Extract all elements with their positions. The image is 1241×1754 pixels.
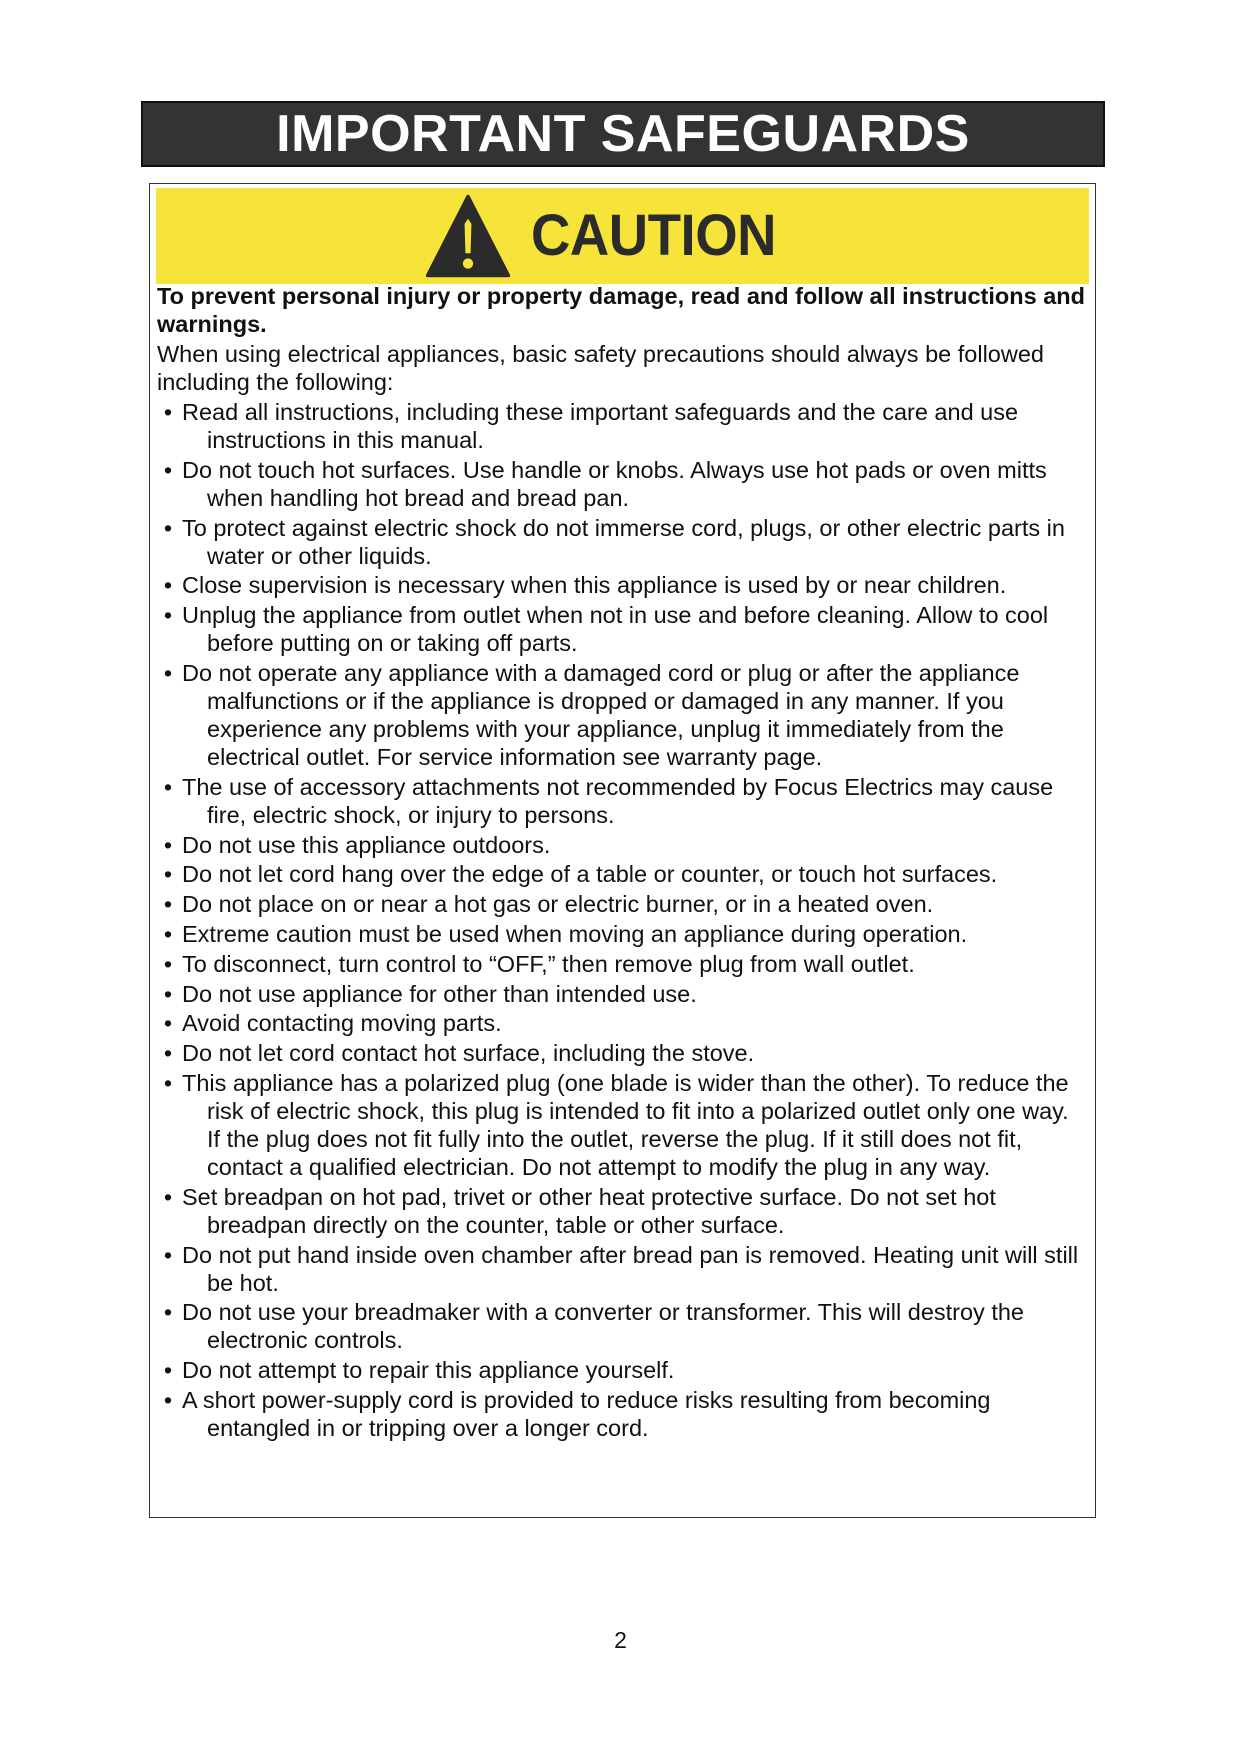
bullet-icon: • <box>163 572 173 599</box>
warning-triangle-icon <box>425 193 511 279</box>
list-item <box>157 920 1087 948</box>
list-item-text: Do not use your breadmaker with a converter or transformer. This will destroy the electronic controls. <box>182 1299 1025 1354</box>
bullet-icon: • <box>163 1241 173 1268</box>
bullet-icon: • <box>163 831 173 858</box>
bullet-icon: • <box>163 1357 173 1384</box>
list-item <box>157 1009 1087 1037</box>
bullet-icon: • <box>163 1386 173 1413</box>
list-item <box>157 1386 1087 1442</box>
list-item <box>157 659 1087 771</box>
bullet-icon: • <box>163 602 173 629</box>
list-item <box>157 398 1087 454</box>
list-item <box>157 601 1087 657</box>
bullet-icon: • <box>163 514 173 541</box>
list-item <box>157 860 1087 888</box>
list-item-text: Do not touch hot surfaces. Use handle or knobs. Always use hot pads or oven mitts when handling hot bread and bread pan. <box>182 456 1047 511</box>
caution-label-group <box>425 193 792 279</box>
page-title: IMPORTANT SAFEGUARDS <box>276 105 970 163</box>
list-item-text: Do not operate any appliance with a damaged cord or plug or after the appliance malfunctions or if the appliance is dropped or damaged in any manner. If you experience any problems with your appliance, unplug it immediately from the electrical outlet. For service information see warranty page. <box>182 659 1020 770</box>
safeguards-box <box>149 183 1096 1518</box>
bullet-icon: • <box>163 1299 173 1326</box>
list-item-text: Do not let cord contact hot surface, including the stove. <box>182 1040 755 1067</box>
list-item <box>157 514 1087 570</box>
list-item <box>157 456 1087 512</box>
list-item <box>157 1241 1087 1297</box>
bullet-icon: • <box>163 950 173 977</box>
caution-banner <box>156 188 1089 284</box>
list-item-text: Avoid contacting moving parts. <box>182 1010 502 1037</box>
list-item-text: This appliance has a polarized plug (one blade is wider than the other). To reduce the risk of electric shock, this plug is intended to fit into a polarized outlet only one way. If the plug does not fit fully into the outlet, reverse the plug. If it still does not fit, contact a qualified electrician. Do not attempt to modify the plug in any way. <box>182 1069 1069 1180</box>
bullet-icon: • <box>163 1069 173 1096</box>
list-item-text: A short power-supply cord is provided to reduce risks resulting from becoming entangled in or tripping over a longer cord. <box>182 1386 991 1441</box>
bullet-icon: • <box>163 891 173 918</box>
bullet-icon: • <box>163 659 173 686</box>
caution-label: CAUTION <box>531 203 777 268</box>
list-item-text: Do not use this appliance outdoors. <box>182 831 551 858</box>
bullet-icon: • <box>163 980 173 1007</box>
list-item-text: Unplug the appliance from outlet when not in use and before cleaning. Allow to cool before putting on or taking off parts. <box>182 602 1049 657</box>
bullet-icon: • <box>163 861 173 888</box>
list-item <box>157 980 1087 1008</box>
bullet-icon: • <box>163 1010 173 1037</box>
list-item-text: Close supervision is necessary when this appliance is used by or near children. <box>182 572 1007 599</box>
list-item-text: Do not place on or near a hot gas or electric burner, or in a heated oven. <box>182 891 934 918</box>
list-item <box>157 1069 1087 1181</box>
list-item-text: Do not let cord hang over the edge of a table or counter, or touch hot surfaces. <box>182 861 998 888</box>
list-item-text: To protect against electric shock do not immerse cord, plugs, or other electric parts in water or other liquids. <box>182 514 1065 569</box>
list-item <box>157 950 1087 978</box>
bullet-icon: • <box>163 920 173 947</box>
list-item <box>157 890 1087 918</box>
bullet-icon: • <box>163 773 173 800</box>
list-item-text: To disconnect, turn control to “OFF,” then remove plug from wall outlet. <box>182 950 915 977</box>
bullet-icon: • <box>163 1183 173 1210</box>
title-banner <box>141 101 1105 167</box>
list-item <box>157 1356 1087 1384</box>
list-item-text: Do not use appliance for other than intended use. <box>182 980 697 1007</box>
bullet-icon: • <box>163 456 173 483</box>
list-item <box>157 1183 1087 1239</box>
list-item <box>157 571 1087 599</box>
safeguard-list <box>157 398 1087 1442</box>
list-item-text: Extreme caution must be used when moving an appliance during operation. <box>182 920 968 947</box>
lead-warning: To prevent personal injury or property damage, read and follow all instructions and warnings. <box>157 283 1085 337</box>
list-item <box>157 1298 1087 1354</box>
bullet-icon: • <box>163 1040 173 1067</box>
list-item-text: Read all instructions, including these important safeguards and the care and use instructions in this manual. <box>182 399 1019 453</box>
safeguards-content <box>157 282 1087 1444</box>
page-number: 2 <box>614 1627 627 1653</box>
list-item-text: Do not attempt to repair this appliance yourself. <box>182 1357 675 1384</box>
list-item <box>157 773 1087 829</box>
list-item-text: The use of accessory attachments not recommended by Focus Electrics may cause fire, electric shock, or injury to persons. <box>182 773 1054 828</box>
list-item-text: Set breadpan on hot pad, trivet or other heat protective surface. Do not set hot breadpan directly on the counter, table or other surface. <box>182 1183 996 1238</box>
list-item <box>157 1039 1087 1067</box>
bullet-icon: • <box>163 399 173 425</box>
list-item <box>157 831 1087 859</box>
list-item-text: Do not put hand inside oven chamber after bread pan is removed. Heating unit will still be hot. <box>182 1241 1079 1296</box>
intro-text: When using electrical appliances, basic safety precautions should always be followed including the following: <box>157 341 1044 395</box>
